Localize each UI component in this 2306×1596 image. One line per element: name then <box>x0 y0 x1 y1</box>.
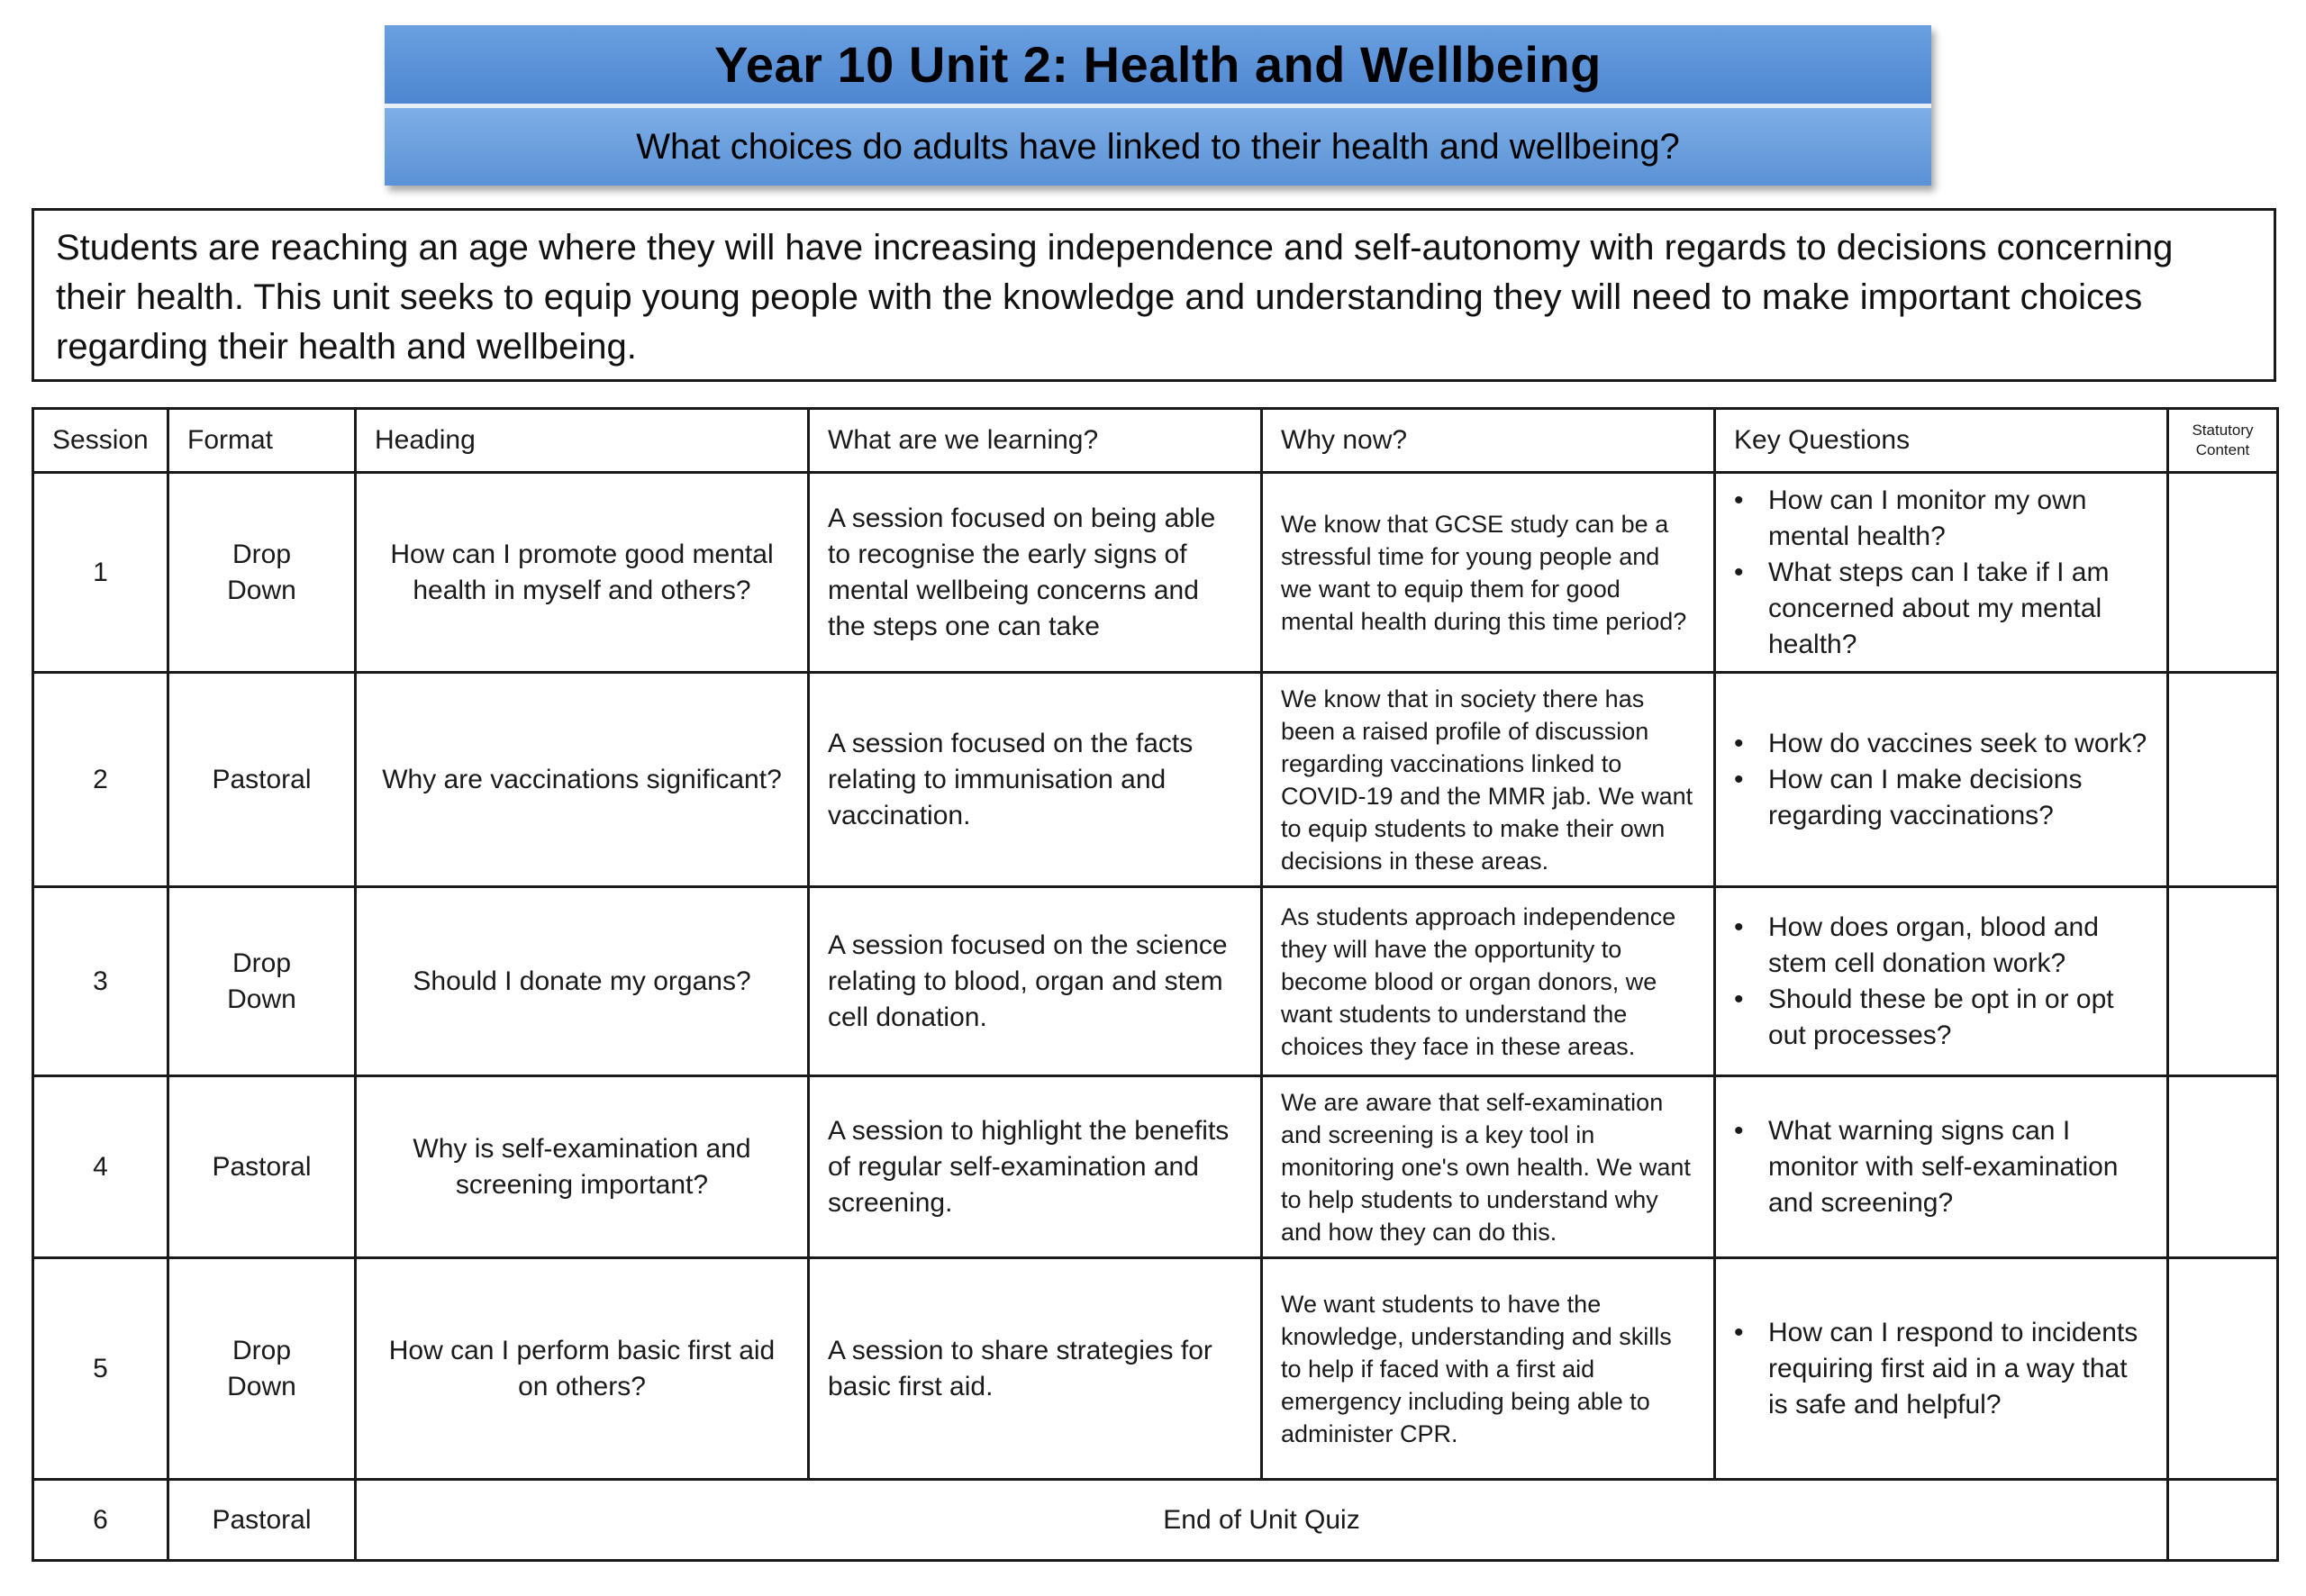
key-questions-list <box>1734 483 2148 663</box>
key-question-item: • How do vaccines seek to work? <box>1768 726 2148 762</box>
session-heading: How can I promote good mental health in myself and others? <box>356 473 809 673</box>
session-statutory-content <box>2168 673 2278 887</box>
session-why-now: As students approach independence they will have the opportunity to become blood or organ donors, we want students to understand the choices they face in these areas. <box>1262 887 1715 1076</box>
key-questions-list <box>1734 910 2148 1054</box>
session-learning: A session focused on the science relating to blood, organ and stem cell donation. <box>809 887 1262 1076</box>
session-number: 2 <box>33 673 168 887</box>
key-question-item: • How does organ, blood and stem cell donation work? <box>1768 910 2148 982</box>
session-statutory-content <box>2168 473 2278 673</box>
session-statutory-content <box>2168 1480 2278 1561</box>
unit-title: Year 10 Unit 2: Health and Wellbeing <box>385 25 1931 108</box>
session-number: 6 <box>33 1480 168 1561</box>
table-row <box>33 473 2278 673</box>
key-question-item: • Should these be opt in or opt out processes? <box>1768 982 2148 1054</box>
session-learning: A session focused on being able to recognise the early signs of mental wellbeing concerns and the steps one can take <box>809 473 1262 673</box>
header-format: Format <box>168 409 356 473</box>
session-why-now: We know that GCSE study can be a stressful time for young people and we want to equip them for good mental health during this time period? <box>1262 473 1715 673</box>
unit-subtitle: What choices do adults have linked to their health and wellbeing? <box>385 108 1931 186</box>
session-heading: Why is self-examination and screening important? <box>356 1076 809 1258</box>
session-number: 3 <box>33 887 168 1076</box>
session-why-now: We want students to have the knowledge, understanding and skills to help if faced with a first aid emergency including being able to administer CPR. <box>1262 1258 1715 1480</box>
header-learning: What are we learning? <box>809 409 1262 473</box>
session-heading: How can I perform basic first aid on others? <box>356 1258 809 1480</box>
session-statutory-content <box>2168 887 2278 1076</box>
key-question-item: • What warning signs can I monitor with self-examination and screening? <box>1768 1113 2148 1221</box>
table-row <box>33 1076 2278 1258</box>
key-question-item: • How can I monitor my own mental health? <box>1768 483 2148 555</box>
session-heading: Should I donate my organs? <box>356 887 809 1076</box>
session-key-questions <box>1715 1258 2168 1480</box>
table-header-row <box>33 409 2278 473</box>
session-learning: A session to share strategies for basic first aid. <box>809 1258 1262 1480</box>
key-question-item: • What steps can I take if I am concerned about my mental health? <box>1768 555 2148 663</box>
session-format: Drop Down <box>168 1258 356 1480</box>
session-format: Pastoral <box>168 1076 356 1258</box>
session-learning: A session to highlight the benefits of regular self-examination and screening. <box>809 1076 1262 1258</box>
end-of-unit-quiz: End of Unit Quiz <box>356 1480 2168 1561</box>
unit-introduction: Students are reaching an age where they will have increasing independence and self-autonomy with regards to decisions concerning their health. This unit seeks to equip young people with the knowledge and understanding they will need to make important choices regarding their health and wellbeing. <box>32 208 2276 382</box>
session-format: Drop Down <box>168 887 356 1076</box>
header-heading: Heading <box>356 409 809 473</box>
session-number: 5 <box>33 1258 168 1480</box>
session-key-questions <box>1715 473 2168 673</box>
header-session: Session <box>33 409 168 473</box>
key-questions-list <box>1734 1315 2148 1423</box>
table-row-final <box>33 1480 2278 1561</box>
table-row <box>33 887 2278 1076</box>
key-questions-list <box>1734 726 2148 834</box>
session-heading: Why are vaccinations significant? <box>356 673 809 887</box>
session-key-questions <box>1715 1076 2168 1258</box>
session-statutory-content <box>2168 1258 2278 1480</box>
session-format: Pastoral <box>168 1480 356 1561</box>
session-key-questions <box>1715 673 2168 887</box>
key-question-item: • How can I respond to incidents requiring first aid in a way that is safe and helpful? <box>1768 1315 2148 1423</box>
sessions-table <box>32 407 2279 1562</box>
session-format: Drop Down <box>168 473 356 673</box>
table-row <box>33 673 2278 887</box>
session-statutory-content <box>2168 1076 2278 1258</box>
session-format: Pastoral <box>168 673 356 887</box>
session-key-questions <box>1715 887 2168 1076</box>
unit-banner <box>385 25 1931 186</box>
session-number: 4 <box>33 1076 168 1258</box>
session-why-now: We are aware that self-examination and screening is a key tool in monitoring one's own health. We want to help students to understand why and how they can do this. <box>1262 1076 1715 1258</box>
key-questions-list <box>1734 1113 2148 1221</box>
session-why-now: We know that in society there has been a raised profile of discussion regarding vaccinations linked to COVID-19 and the MMR jab. We want to equip students to make their own decisions in these areas. <box>1262 673 1715 887</box>
header-why-now: Why now? <box>1262 409 1715 473</box>
key-question-item: • How can I make decisions regarding vaccinations? <box>1768 762 2148 834</box>
header-key-questions: Key Questions <box>1715 409 2168 473</box>
session-number: 1 <box>33 473 168 673</box>
table-row <box>33 1258 2278 1480</box>
session-learning: A session focused on the facts relating to immunisation and vaccination. <box>809 673 1262 887</box>
header-statutory-content: Statutory Content <box>2168 409 2278 473</box>
